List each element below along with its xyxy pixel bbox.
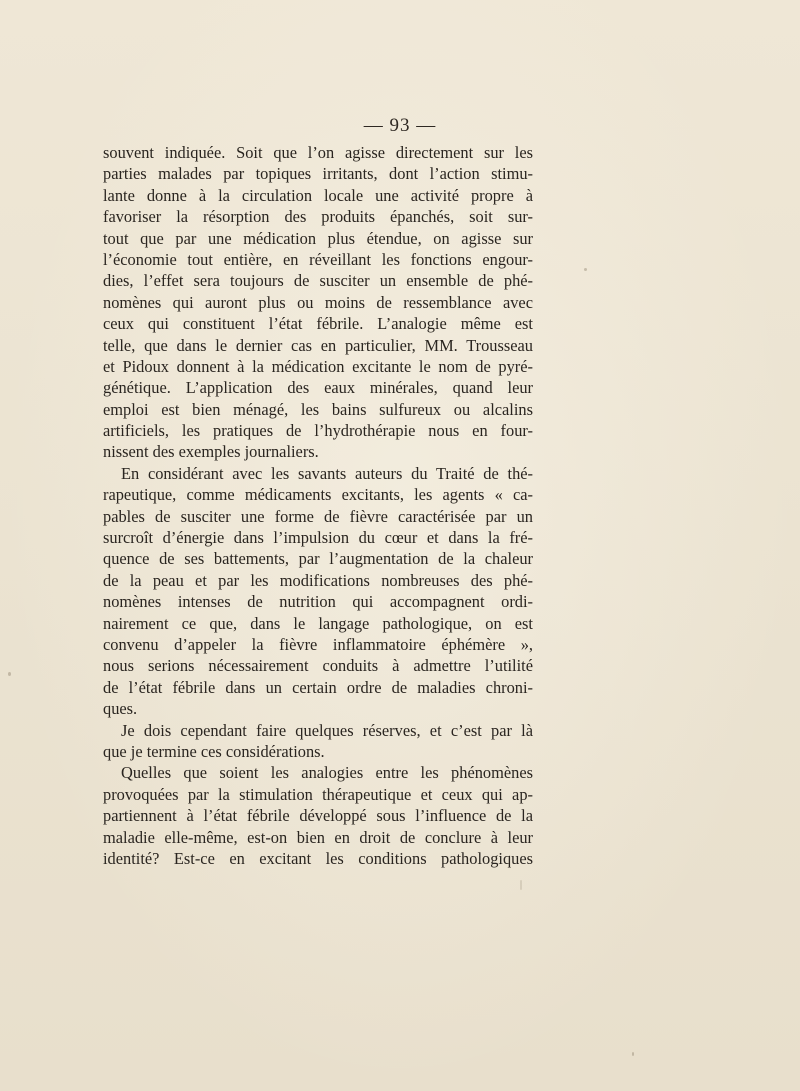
text-line: Je dois cependant faire quelques réserves, et c’est par là [121,720,533,740]
text-line: génétique. L’application des eaux minérales, quand leur [103,378,533,398]
page-number: — 93 — [363,115,437,136]
text-line: tout que par une médication plus étendue, on agisse sur [103,228,533,248]
text-line: rapeutique, comme médicaments excitants, les agents « ca- [103,485,533,505]
text-line: En considérant avec les savants auteurs du Traité de thé- [121,463,533,483]
body-text [103,142,533,869]
text-line: Quelles que soient les analogies entre les phénomènes [121,763,533,783]
text-line: ques. [103,699,138,719]
text-line: convenu d’appeler la fièvre inflammatoire éphémère », [103,634,533,654]
text-line: partiennent à l’état fébrile développé sous l’influence de la [103,806,533,826]
text-line: provoquées par la stimulation thérapeutique et ceux qui ap- [103,784,533,804]
text-line: nairement ce que, dans le langage pathologique, on est [103,613,533,633]
text-line: et Pidoux donnent à la médication excitante le nom de pyré- [103,356,533,376]
text-line: telle, que dans le dernier cas en particulier, MM. Trousseau [103,335,533,355]
text-line: parties malades par topiques irritants, dont l’action stimu- [103,164,533,184]
text-line: emploi est bien ménagé, les bains sulfureux ou alcalins [103,399,533,419]
text-line: nissent des exemples journaliers. [103,442,319,462]
text-line: quence de ses battements, par l’augmentation de la chaleur [103,549,533,569]
text-line: l’économie tout entière, en réveillant les fonctions engour- [103,249,533,269]
text-line: nomènes qui auront plus ou moins de ressemblance avec [103,292,533,312]
text-line: lante donne à la circulation locale une activité propre à [103,185,533,205]
text-line: favoriser la résorption des produits épanchés, soit sur- [103,207,533,227]
text-line: dies, l’effet sera toujours de susciter un ensemble de phé- [103,271,533,291]
text-line: ceux qui constituent l’état fébrile. L’analogie même est [103,314,533,334]
text-line: pables de susciter une forme de fièvre caractérisée par un [103,506,533,526]
text-line: surcroît d’énergie dans l’impulsion du cœur et dans la fré- [103,528,533,548]
text-line: que je termine ces considérations. [103,741,325,761]
paper-speck [584,268,587,271]
paper-speck [8,672,11,676]
text-line: nous serions nécessairement conduits à admettre l’utilité [103,656,533,676]
text-line: de la peau et par les modifications nombreuses des phé- [103,570,533,590]
paper-speck [520,880,522,890]
text-line: de l’état fébrile dans un certain ordre de maladies chroni- [103,677,533,697]
text-line: artificiels, les pratiques de l’hydrothérapie nous en four- [103,421,533,441]
text-line: souvent indiquée. Soit que l’on agisse directement sur les [103,143,533,162]
paper-speck [632,1052,634,1056]
text-line: maladie elle-même, est-on bien en droit de conclure à leur [103,827,533,847]
text-line: identité? Est-ce en excitant les conditions pathologiques [103,848,533,868]
text-line: nomènes intenses de nutrition qui accompagnent ordi- [103,592,533,612]
